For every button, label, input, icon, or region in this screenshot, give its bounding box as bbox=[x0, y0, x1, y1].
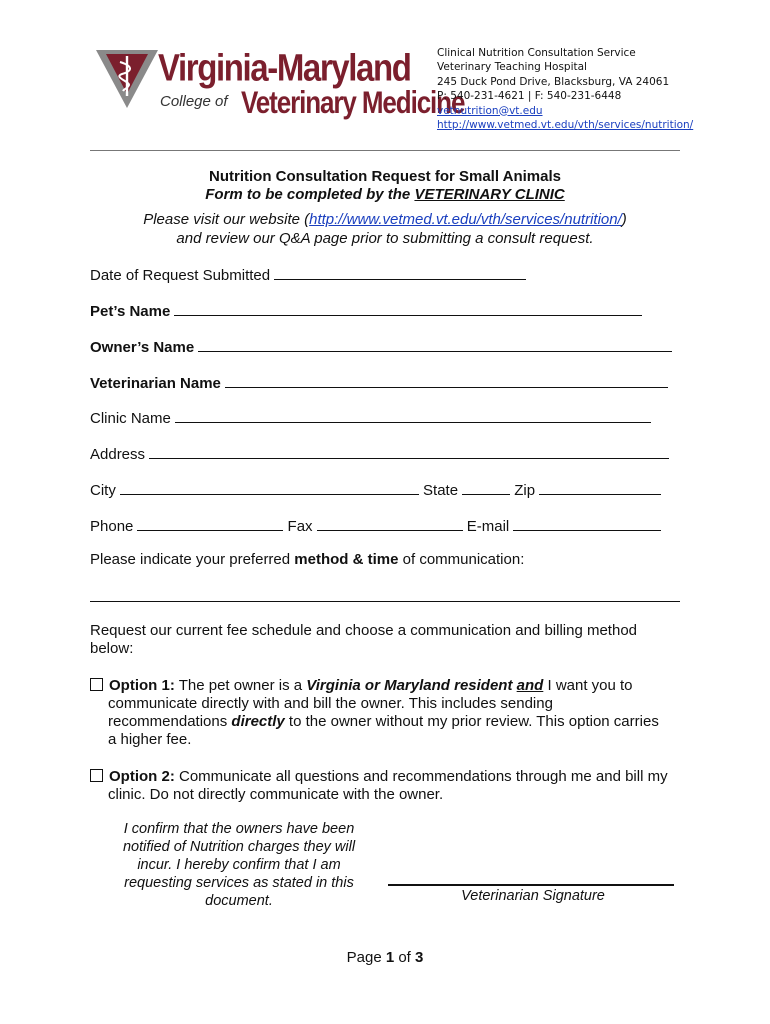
visit-qa-note: and review our Q&A page prior to submitting a consult request. bbox=[176, 230, 594, 247]
clinic-input-line[interactable] bbox=[175, 408, 651, 423]
option-2: Option 2: Communicate all questions and recommendations through me and bill my clinic. Do not directly communicate with the owner. bbox=[90, 768, 690, 804]
address-input-line[interactable] bbox=[149, 444, 669, 459]
vet-label: Veterinarian Name bbox=[90, 375, 221, 392]
email-input-line[interactable] bbox=[513, 516, 661, 531]
vet-field bbox=[90, 373, 668, 392]
contact-hospital: Veterinary Teaching Hospital bbox=[437, 61, 587, 74]
clinic-label: Clinic Name bbox=[90, 410, 171, 427]
clinic-field bbox=[90, 408, 651, 427]
pet-input-line[interactable] bbox=[174, 301, 642, 316]
date-label: Date of Request Submitted bbox=[90, 267, 271, 284]
date-field bbox=[90, 265, 526, 284]
page-number: Page 1 of 3 bbox=[346, 949, 424, 966]
address-field bbox=[90, 444, 669, 463]
zip-label: Zip bbox=[514, 482, 536, 499]
email-label: E-mail bbox=[466, 518, 510, 535]
contact-address: 245 Duck Pond Drive, Blacksburg, VA 24061 bbox=[437, 75, 670, 88]
header-divider bbox=[90, 150, 680, 151]
logo-subtitle: Veterinary Medicine bbox=[241, 84, 465, 120]
pet-field bbox=[90, 301, 642, 320]
form-subtitle: Form to be completed by the VETERINARY CLINIC bbox=[205, 186, 565, 203]
city-label: City bbox=[90, 482, 116, 499]
option-1: Option 1: The pet owner is a Virginia or Maryland resident and I want you to communicate directly with and bill the owner. This includes sending recommendations directly to the owner without my prior review. This option carries a higher fee. bbox=[90, 677, 690, 749]
owner-confirmation-statement: I confirm that the owners have been notified of Nutrition charges they will incur. I hereby confirm that I am requesting services as stated in this document. bbox=[122, 821, 356, 909]
owner-label: Owner’s Name bbox=[90, 339, 195, 356]
contact-email-link[interactable]: vetnutrition@vt.edu bbox=[437, 104, 543, 117]
contact-website-link[interactable]: http://www.vetmed.vt.edu/vth/services/nutrition/ bbox=[437, 119, 694, 132]
nutrition-website-link[interactable]: http://www.vetmed.vt.edu/vth/services/nutrition/ bbox=[309, 211, 622, 228]
signature-label: Veterinarian Signature bbox=[461, 888, 605, 904]
logo-college-of: College of bbox=[160, 93, 228, 110]
phone-fax-email-field bbox=[90, 516, 661, 535]
vet-input-line[interactable] bbox=[225, 373, 668, 388]
fax-label: Fax bbox=[287, 518, 313, 535]
fax-input-line[interactable] bbox=[317, 516, 463, 531]
state-label: State bbox=[423, 482, 459, 499]
pet-label: Pet’s Name bbox=[90, 303, 171, 320]
communication-prompt: Please indicate your preferred method & time of communication: bbox=[90, 551, 525, 568]
city-input-line[interactable] bbox=[120, 480, 419, 495]
phone-input-line[interactable] bbox=[137, 516, 283, 531]
contact-block bbox=[437, 46, 693, 132]
option-1-checkbox[interactable] bbox=[90, 678, 103, 691]
college-logo-icon bbox=[96, 46, 158, 108]
communication-input-line[interactable] bbox=[90, 601, 680, 602]
visit-website-note: Please visit our website (http://www.vetmed.vt.edu/vth/services/nutrition/) bbox=[143, 211, 627, 228]
owner-field bbox=[90, 337, 672, 356]
form-title: Nutrition Consultation Request for Small Animals bbox=[209, 168, 561, 185]
contact-phones: P: 540-231-4621 | F: 540-231-6448 bbox=[437, 90, 622, 103]
contact-service: Clinical Nutrition Consultation Service bbox=[437, 47, 636, 59]
fee-schedule-note: Request our current fee schedule and choose a communication and billing method below: bbox=[90, 622, 638, 657]
date-input-line[interactable] bbox=[274, 265, 526, 280]
signature-line[interactable] bbox=[388, 884, 674, 886]
zip-input-line[interactable] bbox=[539, 480, 661, 495]
state-input-line[interactable] bbox=[462, 480, 510, 495]
option-2-checkbox[interactable] bbox=[90, 769, 103, 782]
address-label: Address bbox=[90, 446, 146, 463]
owner-input-line[interactable] bbox=[198, 337, 672, 352]
city-state-zip-field bbox=[90, 480, 661, 499]
phone-label: Phone bbox=[90, 518, 134, 535]
logo-title: Virginia-Maryland bbox=[158, 46, 411, 89]
